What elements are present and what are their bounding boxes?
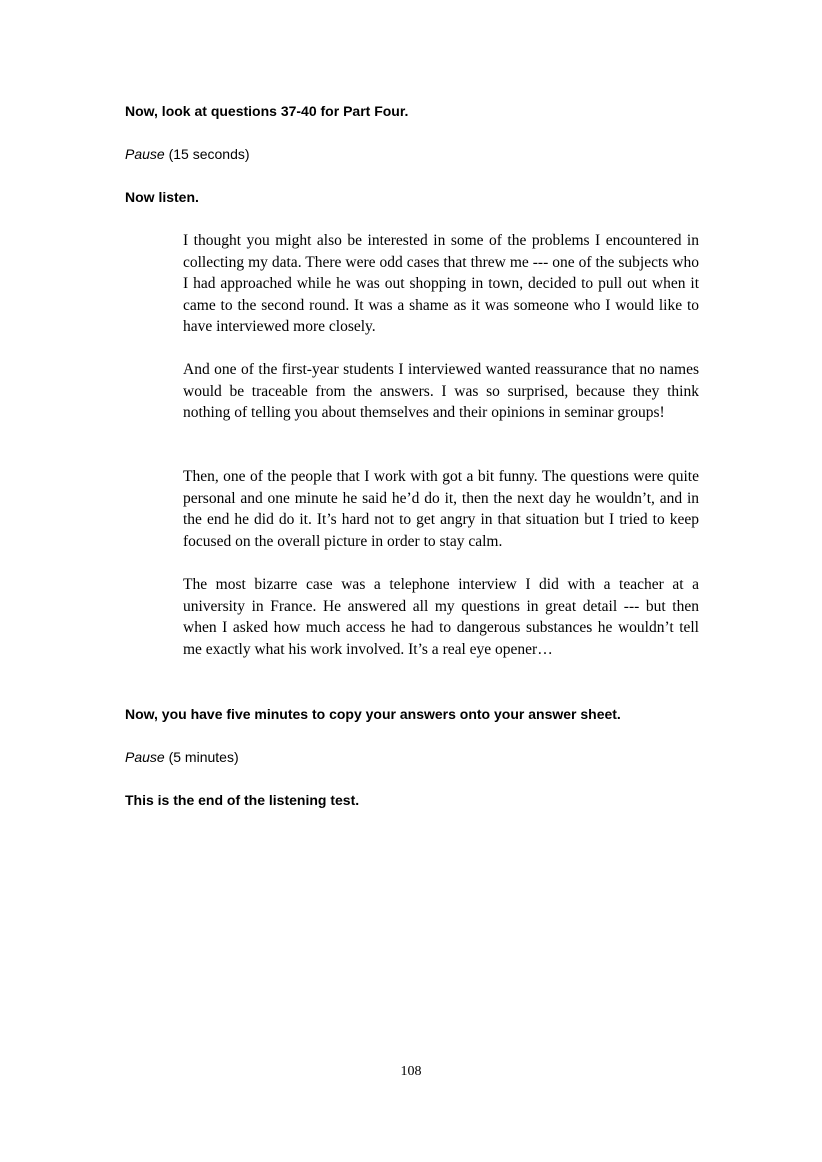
instruction-now-listen: Now listen. <box>125 189 199 205</box>
pause-duration: (15 seconds) <box>168 146 250 162</box>
pause-instruction-1 <box>125 145 250 163</box>
pause-instruction-2 <box>125 748 239 766</box>
pause-duration: (5 minutes) <box>168 749 239 765</box>
transcript-paragraph-2: And one of the first-year students I interviewed wanted reassurance that no names would be traceable from the answers. I was so surprised, because they think nothing of telling you about themselves and their opinions in seminar groups! <box>183 361 699 421</box>
page-number: 108 <box>400 1064 422 1079</box>
transcript-paragraph-1: I thought you might also be interested in some of the problems I encountered in collecting my data. There were odd cases that threw me --- one of the subjects who I had approached while he was out shopping in town, decided to pull out when it came to the second round. It was a shame as it was someone who I would like to have interviewed more closely. <box>183 232 699 335</box>
pause-label: Pause <box>125 749 165 765</box>
transcript-paragraph-3: Then, one of the people that I work with got a bit funny. The questions were quite personal and one minute he said he’d do it, then the next day he wouldn’t, and in the end he did do it. It’s hard not to get angry in that situation but I tried to keep focused on the overall picture in order to stay calm. <box>183 468 699 550</box>
transcript-paragraph-4: The most bizarre case was a telephone interview I did with a teacher at a university in France. He answered all my questions in great detail --- but then when I asked how much access he had to dangerous substances he wouldn’t tell me exactly what his work involved. It’s a real eye opener… <box>183 576 699 658</box>
instruction-end-of-test: This is the end of the listening test. <box>125 792 360 808</box>
instruction-copy-answers: Now, you have five minutes to copy your answers onto your answer sheet. <box>125 706 621 722</box>
pause-label: Pause <box>125 146 165 162</box>
instruction-look-at-questions: Now, look at questions 37-40 for Part Four. <box>125 103 409 119</box>
